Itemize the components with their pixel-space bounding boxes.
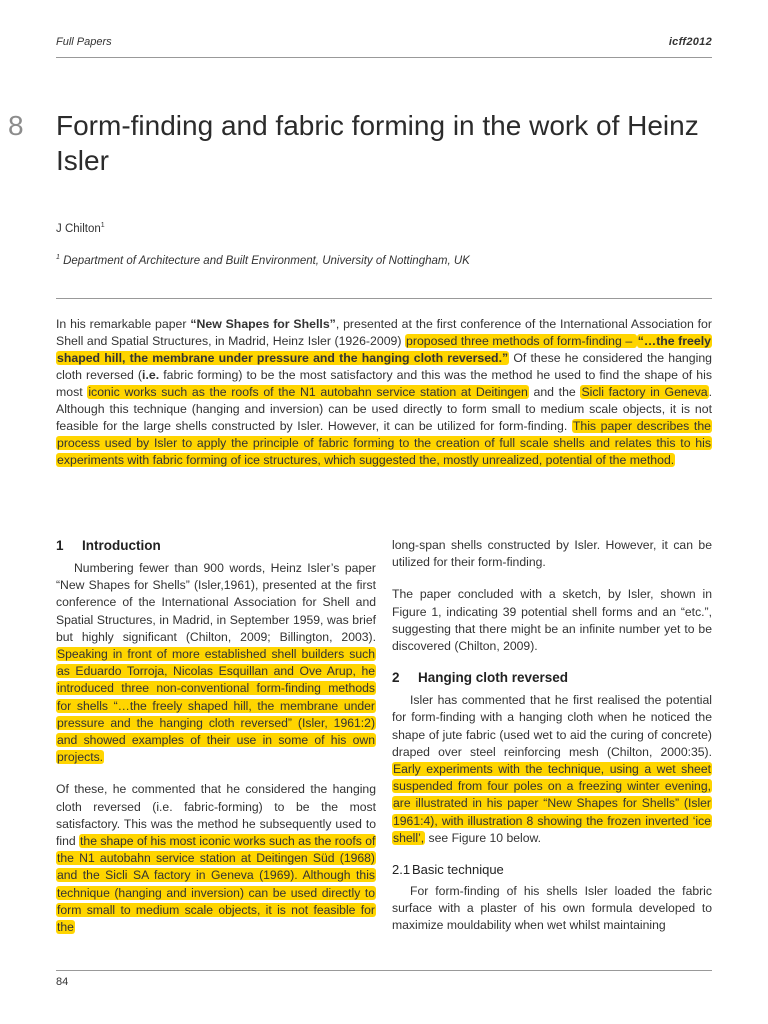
text-run: Isler has commented that he first realised the potential for form-finding with a hanging cloth when he noticed the shape of jute fabric (used wet to aid the curing of concrete) draped over steel reinforcing mesh (Chilton, 2000:35). [392,693,712,759]
text-run: Of these he considered the hanging cloth reversed ( [56,351,712,382]
author-name: J Chilton [56,222,101,235]
highlighted-text: “…the freely shaped hill, the membrane under pressure and the hanging cloth reversed.” [57,334,711,365]
highlighted-text: Sicli factory in Geneva [581,385,708,399]
paragraph-basic-1 [392,883,712,935]
text-run: and the [528,385,581,399]
paper-title: Form-finding and fabric forming in the work of Heinz Isler [56,110,699,176]
text-run: see Figure 10 below. [425,830,542,845]
paragraph-continued [392,537,712,571]
section-number: 1 [56,538,64,553]
paragraph-intro-1 [56,560,376,766]
text-run: , presented at the first conference of the International Association for Shell and Spatial Structures, in Madrid, Heinz Isler (1926-2009) [56,317,712,348]
text-run: For form-finding of his shells Isler loaded the fabric surface with a plaster of his own formula developed to maximize mouldability when wet whilst maintaining [392,884,712,933]
highlighted-text: Speaking in front of more established shell builders such as Eduardo Torroja, Nicolas Esquillan and Ove Arup, he introduced three non-conventional form-finding methods for shells “…the freely shaped hill, the membrane under pressure and the hanging cloth reversed” (Isler, 1961:2) and showed examples of their use in some of his own projects. [57,647,375,765]
header-section-label: Full Papers [56,36,112,48]
section-number: 2 [392,670,400,686]
highlighted-text: the shape of his most iconic works such as the roofs of the N1 autobahn service station at Deitingen Süd (1968) and the Sicli SA factory in Geneva (1969). Although this technique (hanging and inversion) can be used directly to form small to medium scale objects, it is not feasible for the [57,834,376,935]
text-run: In his remarkable paper [56,317,191,331]
text-run: long-span shells constructed by Isler. However, it can be utilized for their form-finding. [392,538,712,570]
affiliation-text: Department of Architecture and Built Environment, University of Nottingham, UK [63,254,470,267]
running-header [56,36,712,50]
paragraph-hanging-1 [392,692,712,847]
section-heading-introduction [56,538,376,553]
page-number: 84 [56,976,69,988]
text-run: Of these, he commented that he considered the hanging cloth reversed (i.e. fabric-forming) to be the most satisfactory. This was the method he subsequently used to find [56,782,376,849]
author-sup: 1 [100,222,105,229]
subsection-title: Basic technique [412,862,504,878]
text-run: “New Shapes for Shells” [190,317,336,331]
abstract [56,316,712,469]
text-run: fabric forming) to be the most satisfactory and this was the method he used to find the shape of his most [56,368,712,399]
paragraph-intro-2 [56,781,376,936]
text-run: The paper concluded with a sketch, by Isler, shown in Figure 1, indicating 39 potential shell forms and an “etc.”, suggesting that there might be an infinite number yet to be discovered (Chilton, 2009). [392,587,712,654]
footer-rule [56,970,712,971]
text-run: i.e. [142,368,160,382]
affiliation-line [56,254,470,267]
highlighted-text: Early experiments with the technique, using a wet sheet suspended from four poles on a freezing winter evening, are illustrated in his paper “New Shapes for Shells” (Isler 1961:4), with illustration 8 showing the frozen inverted ‘ice shell’, [393,762,711,845]
paragraph-figure-1 [392,586,712,655]
highlighted-text: This paper describes the process used by Isler to apply the principle of fabric forming to the creation of full scale shells and relates this to his experiments with fabric forming of ice structures, which suggested the, mostly unrealized, potential of the method. [57,419,712,467]
left-column [56,536,376,951]
affiliation-sup: 1 [56,254,60,261]
section-title: Introduction [82,538,161,553]
right-column [392,537,712,950]
author-line [56,222,105,235]
section-heading-hanging-cloth [392,670,712,685]
section-title: Hanging cloth reversed [418,670,569,686]
text-run: . Although this technique (hanging and inversion) can be used directly to form small to medium scale objects, it is not feasible for the large shells constructed by Isler. However, it can be utilized for form-finding. [56,385,712,433]
abstract-rule [56,298,712,299]
highlighted-text: iconic works such as the roofs of the N1 autobahn service station at Deitingen [88,385,528,399]
highlighted-text: proposed three methods of form-finding – [406,334,636,348]
subsection-number: 2.1 [392,862,411,878]
header-rule [56,57,712,58]
subsection-heading-basic-technique [392,862,712,877]
chapter-number: 8 [8,110,24,141]
text-run: Numbering fewer than 900 words, Heinz Isler’s paper “New Shapes for Shells” (Isler,1961), presented at the first conference of the International Association for Shell and Spatial Structures, in Madrid, in September 1959, was brief but highly significant (Chilton, 2009; Billington, 2003). [56,561,376,644]
header-conference-label: icff2012 [668,36,712,48]
